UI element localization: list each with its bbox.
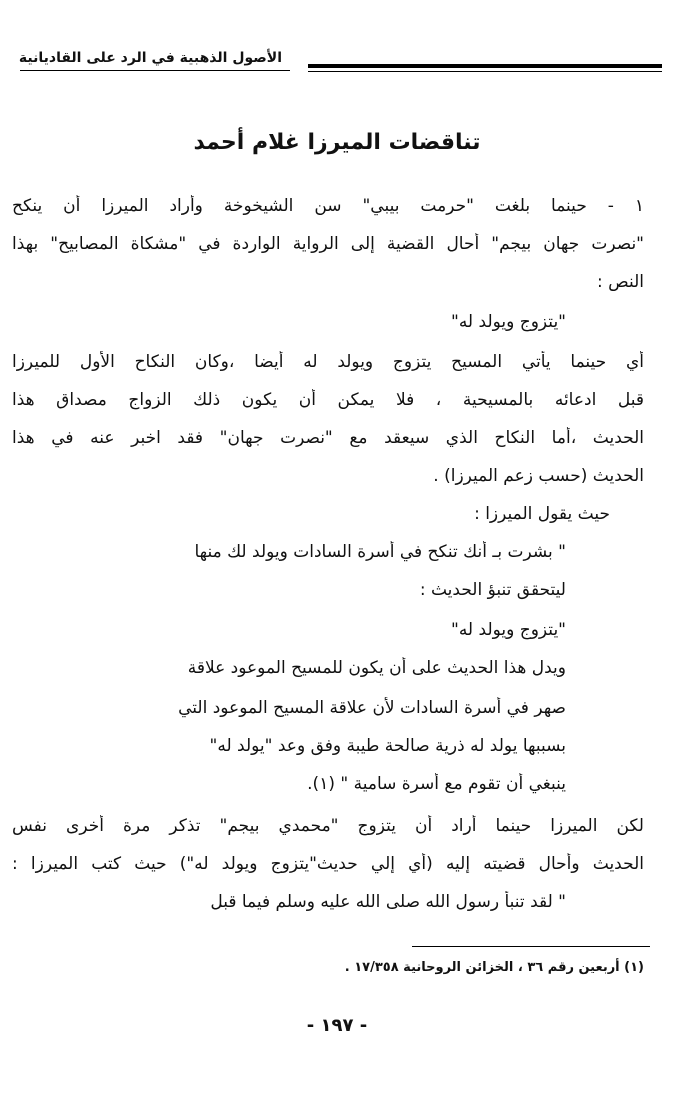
footnote-separator bbox=[412, 946, 650, 947]
quote-line: " بشرت بـ أنك تنكح في أسرة السادات ويولد لك منها bbox=[194, 542, 566, 562]
quote-line: بسببها يولد له ذرية صالحة طيبة وفق وعد "يولد له" bbox=[209, 736, 566, 756]
text-line: ١ - حينما بلغت "حرمت بيبي" سن الشيخوخة وأراد الميرزا أن ينكح bbox=[12, 196, 644, 216]
text-line: الحديث ،أما النكاح الذي سيعقد مع "نصرت جهان" فقد اخبر عنه في هذا bbox=[12, 428, 644, 448]
text-line: الحديث وأحال قضيته إليه (أي إلي حديث"يتزوج ويولد له") حيث كتب الميرزا : bbox=[12, 854, 644, 874]
quote-line: صهر في أسرة السادات لأن علاقة المسيح الموعود التي bbox=[178, 698, 566, 718]
header-rule-left bbox=[20, 70, 290, 71]
footnote: (١) أربعين رقم ٣٦ ، الخزائن الروحانية ١٧/٣٥٨ . bbox=[344, 960, 644, 975]
text-line: النص : bbox=[597, 272, 644, 292]
text-line: لكن الميرزا حينما أراد أن يتزوج "محمدي بيجم" تذكر مرة أخرى نفس bbox=[12, 816, 644, 836]
quote-line: ليتحقق تنبؤ الحديث : bbox=[419, 580, 566, 600]
text-line: "نصرت جهان بيجم" أحال القضية إلى الرواية الواردة في "مشكاة المصابيح" بهذا bbox=[12, 234, 644, 254]
running-header: الأصول الذهبية في الرد على القاديانية bbox=[18, 50, 282, 66]
text-line: حيث يقول الميرزا : bbox=[474, 504, 610, 524]
header-rule-thick bbox=[308, 64, 662, 68]
text-line: أي حينما يأتي المسيح يتزوج ويولد له أيضا ،وكان النكاح الأول للميرزا bbox=[12, 352, 644, 372]
chapter-title: تناقضات الميرزا غلام أحمد bbox=[193, 130, 481, 155]
quote-line: "يتزوج ويولد له" bbox=[451, 620, 566, 640]
quote-line: ينبغي أن تقوم مع أسرة سامية " (١). bbox=[307, 774, 566, 794]
quote-line: " لقد تنبأ رسول الله صلى الله عليه وسلم فيما قبل bbox=[210, 892, 566, 912]
quote-line: ويدل هذا الحديث على أن يكون للمسيح الموعود علاقة bbox=[187, 658, 566, 678]
text-line: قبل ادعائه بالمسيحية ، فلا يمكن أن يكون ذلك الزواج مصداق هذا bbox=[12, 390, 644, 410]
quote-line: "يتزوج ويولد له" bbox=[451, 312, 566, 332]
text-line: الحديث (حسب زعم الميرزا) . bbox=[433, 466, 644, 486]
page-number: - ١٩٧ - bbox=[306, 1015, 368, 1036]
header-rule-thin bbox=[308, 71, 662, 72]
